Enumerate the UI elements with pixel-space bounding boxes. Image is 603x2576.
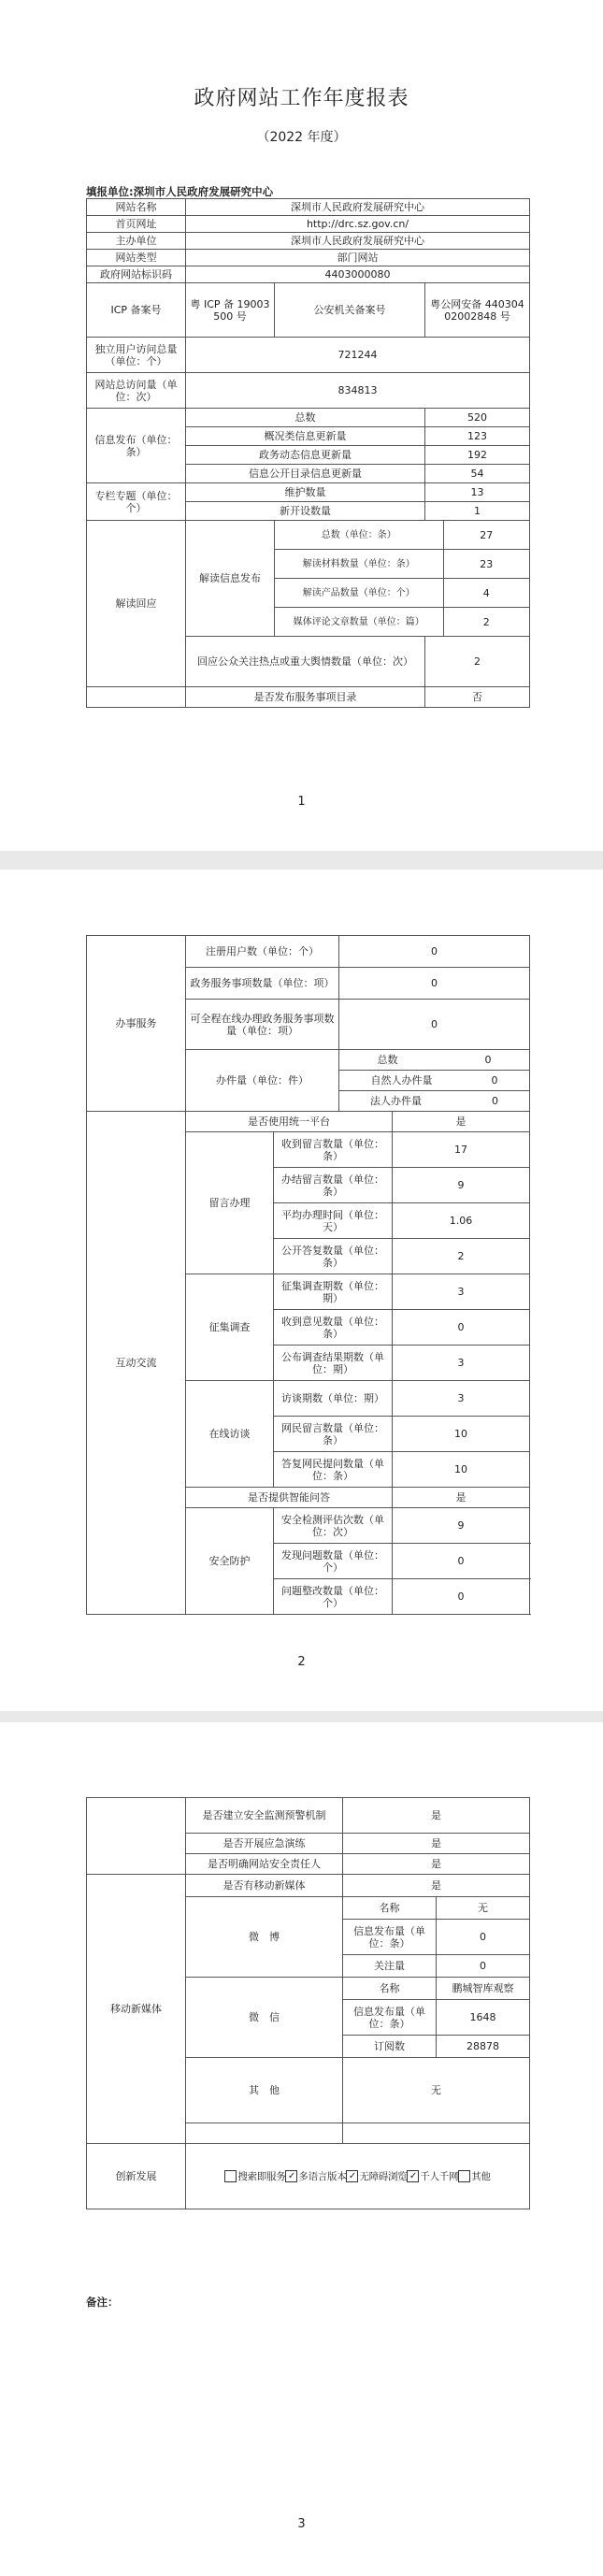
- cell-label: 访谈期数（单位：期）: [274, 1381, 393, 1417]
- cell-label: ICP 备案号: [87, 283, 186, 338]
- innovation-option-label: 无障碍浏览: [359, 2170, 408, 2182]
- innovation-option-label: 千人千网: [420, 2170, 459, 2182]
- interpret-value: 27: [480, 528, 494, 541]
- cell-empty: [343, 2123, 530, 2144]
- report-table-2: [86, 935, 530, 1615]
- cell-label: 主办单位: [87, 233, 186, 250]
- cell-value: [275, 579, 530, 608]
- cell-label: 信息发布（单位：条）: [87, 409, 186, 483]
- cell-label: 名称: [343, 1897, 437, 1920]
- cell-value: 0: [437, 1955, 530, 1978]
- interpret-value: 4: [482, 586, 490, 599]
- cell-value: 是: [393, 1488, 530, 1508]
- natural-value: 0: [491, 1074, 498, 1087]
- cell-empty: [186, 2123, 343, 2144]
- interpret-label: 解读材料数量（单位：条）: [275, 550, 444, 578]
- cell-value: 无: [437, 1897, 530, 1920]
- cell-value: 2: [393, 1239, 530, 1274]
- cell-value: 深圳市人民政府发展研究中心: [186, 199, 530, 216]
- cell-label: 信息公开目录信息更新量: [186, 465, 425, 483]
- cell-label: 是否建立安全监测预警机制: [186, 1798, 343, 1834]
- cell-label: 公布调查结果期数（单位：期）: [274, 1346, 393, 1381]
- cell-label: 留言办理: [186, 1132, 274, 1274]
- legal-value: 0: [492, 1095, 498, 1107]
- cell-value: 9: [393, 1508, 530, 1544]
- cell-empty: [87, 687, 186, 708]
- cell-label: 互动交流: [87, 1112, 186, 1615]
- cell-value: 28878: [437, 2036, 530, 2058]
- cell-value: 17: [393, 1132, 530, 1168]
- cell-value: 721244: [186, 338, 530, 373]
- cell-value: 是: [343, 1834, 530, 1854]
- innovation-option[interactable]: [224, 2171, 285, 2182]
- page-number: 3: [297, 2517, 306, 2531]
- cell-label: 微 信: [186, 1978, 343, 2058]
- cell-label: 其 他: [186, 2058, 343, 2123]
- cell-label: 收到留言数量（单位：条）: [274, 1132, 393, 1168]
- checkbox-checked-icon[interactable]: ✓: [407, 2170, 419, 2182]
- cell-label: 信息发布量（单位：条）: [343, 1920, 437, 1955]
- cell-value: 粤 ICP 备 19003500 号: [186, 283, 275, 338]
- innovation-option[interactable]: [407, 2171, 458, 2182]
- cell-value: 0: [393, 1579, 530, 1615]
- cell-label: 名称: [343, 1978, 437, 2000]
- cell-label: 回应公众关注热点或重大舆情数量（单位：次）: [186, 637, 425, 687]
- cell-label: 是否提供智能问答: [186, 1488, 393, 1508]
- cell-label: 收到意见数量（单位：条）: [274, 1310, 393, 1346]
- cell-value: 10: [393, 1452, 530, 1488]
- cell-label: 在线访谈: [186, 1381, 274, 1488]
- cell-label: 平均办理时间（单位：天）: [274, 1203, 393, 1239]
- cell-label: [339, 1091, 530, 1112]
- cell-label: 专栏专题（单位：个）: [87, 483, 186, 521]
- innovation-option[interactable]: [458, 2171, 490, 2182]
- cell-value: 2: [425, 637, 530, 687]
- interpret-label: 解读产品数量（单位：个）: [275, 579, 444, 607]
- cell-label: 移动新媒体: [87, 1875, 186, 2144]
- cell-label: 征集调查: [186, 1274, 274, 1381]
- cell-label: 安全检测评估次数（单位：次）: [274, 1508, 393, 1544]
- cell-label: 关注量: [343, 1955, 437, 1978]
- cell-value: 是: [343, 1854, 530, 1875]
- cell-label: 新开设数量: [186, 502, 425, 521]
- cell-label: 解读回应: [87, 521, 186, 687]
- cell-value: 4403000080: [186, 266, 530, 283]
- cell-value: 深圳市人民政府发展研究中心: [186, 233, 530, 250]
- cell-value: http://drc.sz.gov.cn/: [186, 216, 530, 233]
- cell-value: 1: [425, 502, 530, 521]
- cell-label: 网站类型: [87, 250, 186, 266]
- page-3: [0, 1722, 603, 2576]
- checkbox-checked-icon[interactable]: ✓: [346, 2170, 358, 2182]
- cell-label: 是否发布服务事项目录: [186, 687, 425, 708]
- cell-value: 0: [339, 968, 530, 1000]
- cell-label: 安全防护: [186, 1508, 274, 1615]
- cell-value: 123: [425, 427, 530, 446]
- checkbox-icon[interactable]: [224, 2170, 237, 2182]
- cell-label: 信息发布量（单位：条）: [343, 2000, 437, 2036]
- cell-label: 是否使用统一平台: [186, 1112, 393, 1132]
- cell-label: 政务服务事项数量（单位：项）: [186, 968, 339, 1000]
- cell-label: 办件量（单位：件）: [186, 1050, 339, 1112]
- cell-label: 答复网民提问数量（单位：条）: [274, 1452, 393, 1488]
- checkbox-checked-icon[interactable]: ✓: [285, 2170, 297, 2182]
- cell-label: 问题整改数量（单位：个）: [274, 1579, 393, 1615]
- cell-label: [339, 1050, 530, 1071]
- cell-label: 首页网址: [87, 216, 186, 233]
- page-2: [0, 870, 603, 1711]
- cell-label: 公安机关备案号: [275, 283, 425, 338]
- cell-label: 是否明确网站安全责任人: [186, 1854, 343, 1875]
- innovation-option-label: 搜索即服务: [237, 2170, 286, 2182]
- filler-unit: 填报单位:深圳市人民政府发展研究中心: [86, 185, 274, 198]
- cell-value: 0: [393, 1544, 530, 1579]
- innovation-option-label: 其他: [471, 2170, 491, 2182]
- cell-value: 鹏城智库观察: [437, 1978, 530, 2000]
- cell-label: [339, 1071, 530, 1091]
- cell-label: 发现问题数量（单位：个）: [274, 1544, 393, 1579]
- report-table-1: [86, 198, 530, 708]
- cell-value: 3: [393, 1274, 530, 1310]
- cell-value: 834813: [186, 373, 530, 409]
- cell-value: 3: [393, 1346, 530, 1381]
- cell-value: 无: [343, 2058, 530, 2123]
- cell-label: 政府网站标识码: [87, 266, 186, 283]
- cell-value: 1648: [437, 2000, 530, 2036]
- cell-label: 网站总访问量（单位：次）: [87, 373, 186, 409]
- cell-label: 维护数量: [186, 483, 425, 502]
- cell-value: [275, 550, 530, 579]
- cell-value: 13: [425, 483, 530, 502]
- natural-label: 自然人办件量: [370, 1074, 433, 1087]
- page-1: [0, 0, 603, 851]
- page-number: 2: [297, 1655, 306, 1669]
- remark-label: 备注：: [86, 2295, 119, 2309]
- cell-value: 3: [393, 1381, 530, 1417]
- interpret-value: 23: [480, 557, 494, 570]
- cell-empty: [87, 1798, 186, 1875]
- cell-label: 公开答复数量（单位：条）: [274, 1239, 393, 1274]
- cell-value: 520: [425, 409, 530, 427]
- cell-value: 10: [393, 1417, 530, 1452]
- cell-value: 0: [393, 1310, 530, 1346]
- cell-value: 0: [339, 1000, 530, 1050]
- innovation-option-label: 多语言版本: [298, 2170, 347, 2182]
- cases-total: 0: [484, 1054, 492, 1066]
- cell-label: 创新发展: [87, 2144, 186, 2209]
- cell-label: 可全程在线办理政务服务事项数量（单位：项）: [186, 1000, 339, 1050]
- cell-label: 政务动态信息更新量: [186, 446, 425, 465]
- cell-value: [275, 608, 530, 637]
- cell-value: [275, 521, 530, 550]
- cell-value: 192: [425, 446, 530, 465]
- cell-label: 解读信息发布: [186, 521, 275, 637]
- report-table-3: [86, 1797, 530, 2209]
- cell-value: 是: [343, 1798, 530, 1834]
- cell-value: 1.06: [393, 1203, 530, 1239]
- cell-label: 注册用户数（单位：个）: [186, 936, 339, 968]
- cell-label: 总数: [186, 409, 425, 427]
- cell-label: 是否有移动新媒体: [186, 1875, 343, 1897]
- doc-year: （2022 年度）: [256, 130, 347, 145]
- cell-value: 否: [425, 687, 530, 708]
- cell-value: 是: [343, 1875, 530, 1897]
- cell-label: 订阅数: [343, 2036, 437, 2058]
- cell-value: 54: [425, 465, 530, 483]
- cell-label: 概况类信息更新量: [186, 427, 425, 446]
- cell-label: 办结留言数量（单位：条）: [274, 1168, 393, 1203]
- cell-label: 网站名称: [87, 199, 186, 216]
- cell-label: 网民留言数量（单位：条）: [274, 1417, 393, 1452]
- cell-value: 是: [393, 1112, 530, 1132]
- cell-value: 0: [339, 936, 530, 968]
- interpret-label: 总数（单位：条）: [275, 521, 444, 549]
- innovation-option[interactable]: [346, 2171, 407, 2182]
- legal-label: 法人办件量: [370, 1095, 422, 1107]
- cell-value: 粤公网安备 44030402002848 号: [425, 283, 530, 338]
- doc-title: 政府网站工作年度报表: [194, 87, 409, 110]
- page-number: 1: [297, 795, 306, 809]
- cell-label: 办事服务: [87, 936, 186, 1112]
- cases-total-label: 总数: [377, 1054, 398, 1066]
- innovation-options: [186, 2144, 530, 2209]
- interpret-label: 媒体评论文章数量（单位：篇）: [275, 608, 444, 636]
- innovation-option[interactable]: [285, 2171, 346, 2182]
- checkbox-icon[interactable]: [458, 2170, 470, 2182]
- cell-value: 部门网站: [186, 250, 530, 266]
- cell-label: 微 博: [186, 1897, 343, 1978]
- cell-value: 0: [437, 1920, 530, 1955]
- cell-label: 征集调查期数（单位：期）: [274, 1274, 393, 1310]
- interpret-value: 2: [482, 615, 490, 628]
- cell-label: 独立用户访问总量（单位：个）: [87, 338, 186, 373]
- cell-value: 9: [393, 1168, 530, 1203]
- cell-label: 是否开展应急演练: [186, 1834, 343, 1854]
